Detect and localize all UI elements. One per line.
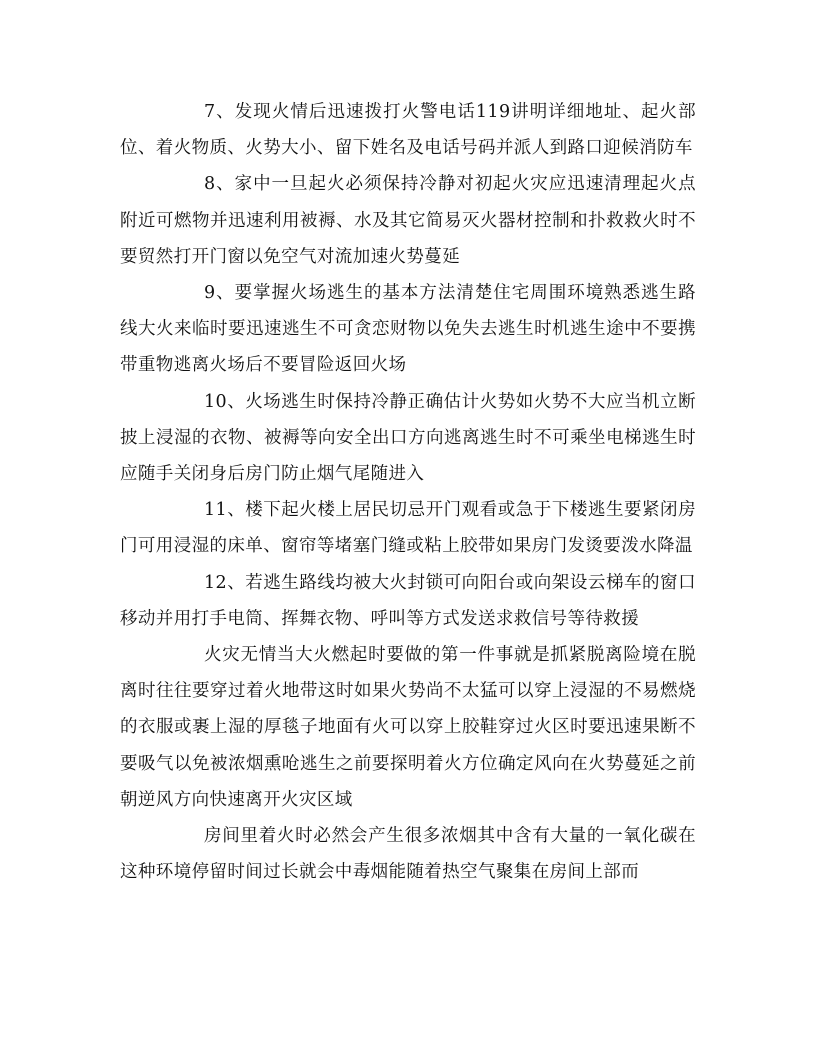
paragraph-item-8: 8、家中一旦起火必须保持冷静对初起火灾应迅速清理起火点附近可燃物并迅速利用被褥、水及其它简易灭火器材控制和扑救救火时不要贸然打开门窗以免空气对流加速火势蔓延 (120, 174, 696, 267)
document-body (120, 94, 696, 890)
paragraph-item-12: 12、若逃生路线均被大火封锁可向阳台或向架设云梯车的窗口移动并用打手电筒、挥舞衣物、呼叫等方式发送求救信号等待救援 (120, 572, 696, 629)
paragraph-room-fire: 房间里着火时必然会产生很多浓烟其中含有大量的一氧化碳在这种环境停留时间过长就会中毒烟能随着热空气聚集在房间上部而 (120, 826, 696, 883)
paragraph-item-11: 11、楼下起火楼上居民切忌开门观看或急于下楼逃生要紧闭房门可用浸湿的床单、窗帘等堵塞门缝或粘上胶带如果房门发烫要泼水降温 (120, 500, 696, 557)
paragraph-item-9: 9、要掌握火场逃生的基本方法清楚住宅周围环境熟悉逃生路线大火来临时要迅速逃生不可贪恋财物以免失去逃生时机逃生途中不要携带重物逃离火场后不要冒险返回火场 (120, 283, 696, 376)
paragraph-fire-escape: 火灾无情当大火燃起时要做的第一件事就是抓紧脱离险境在脱离时往往要穿过着火地带这时如果火势尚不太猛可以穿上浸湿的不易燃烧的衣服或裹上湿的厚毯子地面有火可以穿上胶鞋穿过火区时要迅速果断不要吸气以免被浓烟熏呛逃生之前要探明着火方位确定风向在火势蔓延之前朝逆风方向快速离开火灾区域 (120, 645, 696, 810)
paragraph-item-7: 7、发现火情后迅速拨打火警电话119讲明详细地址、起火部位、着火物质、火势大小、留下姓名及电话号码并派人到路口迎候消防车 (120, 102, 696, 159)
paragraph-item-10: 10、火场逃生时保持冷静正确估计火势如火势不大应当机立断披上浸湿的衣物、被褥等向安全出口方向逃离逃生时不可乘坐电梯逃生时应随手关闭身后房门防止烟气尾随进入 (120, 391, 696, 485)
